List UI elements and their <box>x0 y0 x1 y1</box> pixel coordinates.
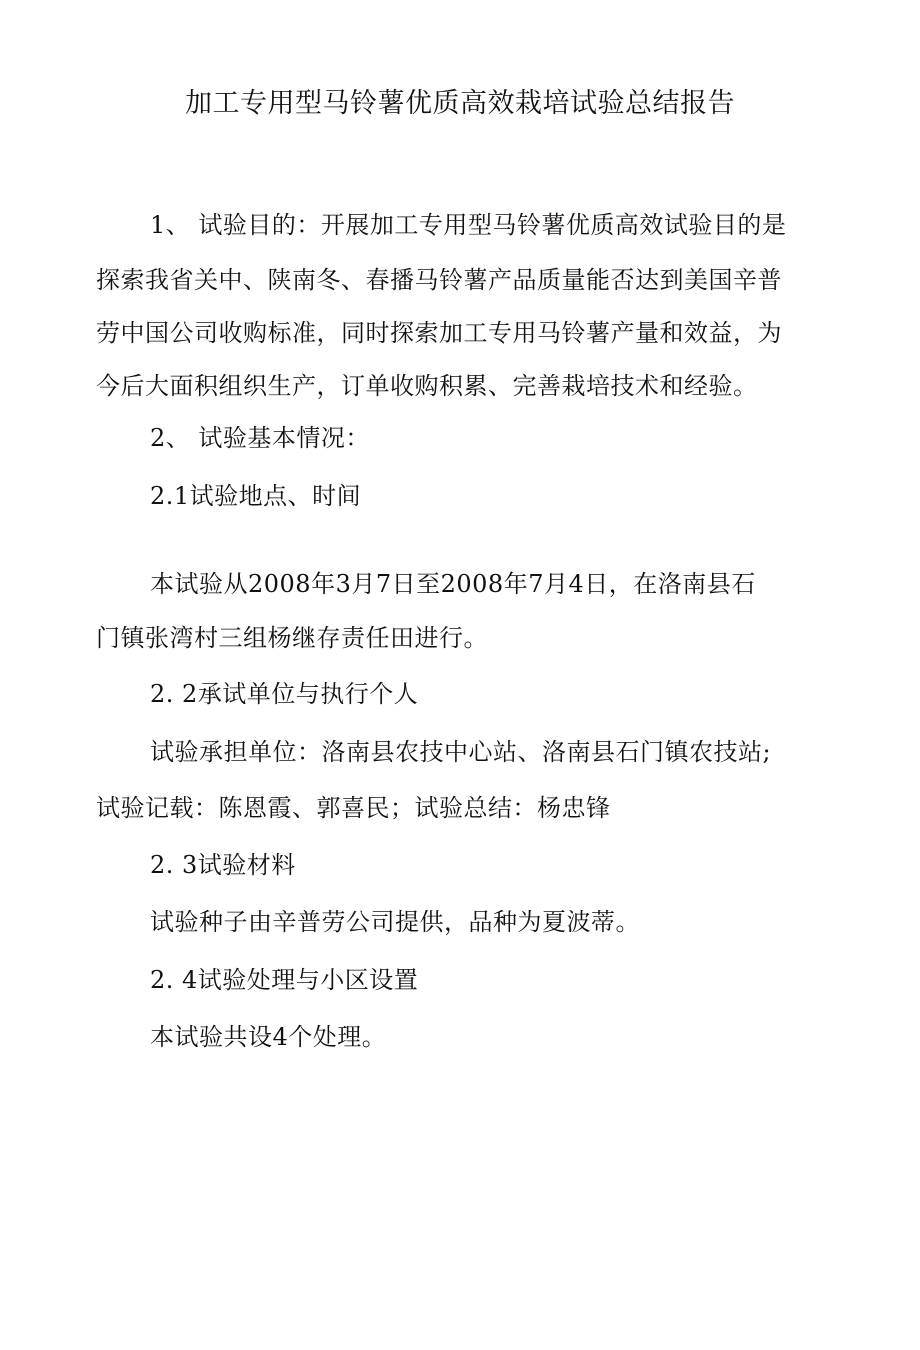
subsection-2-1-heading: 2.1试验地点、时间 <box>150 482 362 510</box>
section2-heading: 2、 试验基本情况： <box>150 424 370 452</box>
subsection-2-3-line-1: 试验种子由辛普劳公司提供，品种为夏波蒂。 <box>150 908 640 936</box>
subsection-2-4-line-1: 本试验共设4个处理。 <box>150 1023 387 1051</box>
document-title: 加工专用型马铃薯优质高效栽培试验总结报告 <box>185 88 735 119</box>
section1-line-4: 今后大面积组织生产，订单收购积累、完善栽培技术和经验。 <box>96 372 758 400</box>
section1-line-2: 探索我省关中、陕南冬、春播马铃薯产品质量能否达到美国辛普 <box>96 266 782 294</box>
subsection-2-4-heading: 2. 4试验处理与小区设置 <box>150 966 419 994</box>
subsection-2-2-line-2: 试验记载：陈恩霞、郭喜民；试验总结：杨忠锋 <box>96 794 611 822</box>
subsection-2-1-line-2: 门镇张湾村三组杨继存责任田进行。 <box>96 624 488 652</box>
section1-line-1: 1、 试验目的：开展加工专用型马铃薯优质高效试验目的是 <box>150 211 787 239</box>
subsection-2-1-line-1: 本试验从2008年3月7日至2008年7月4日，在洛南县石 <box>150 570 756 598</box>
subsection-2-3-heading: 2. 3试验材料 <box>150 851 296 879</box>
section1-line-3: 劳中国公司收购标准，同时探索加工专用马铃薯产量和效益，为 <box>96 319 782 347</box>
subsection-2-2-heading: 2. 2承试单位与执行个人 <box>150 680 419 708</box>
subsection-2-2-line-1: 试验承担单位：洛南县农技中心站、洛南县石门镇农技站; <box>150 738 772 766</box>
